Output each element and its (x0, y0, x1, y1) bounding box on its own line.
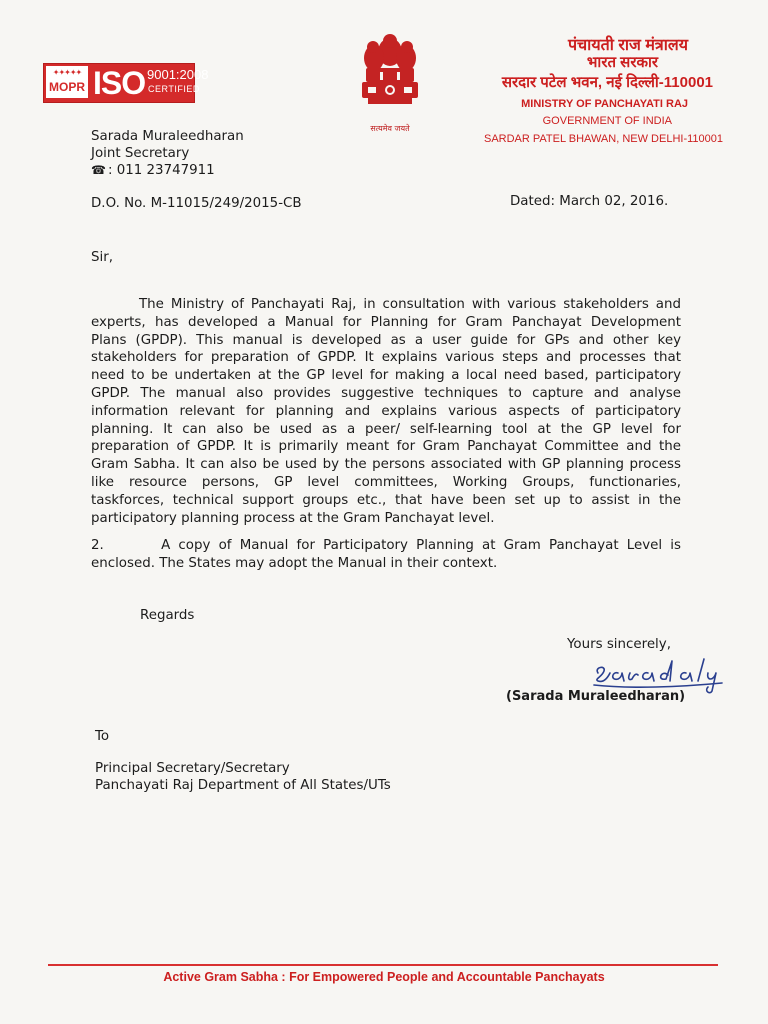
paragraph-line: participatory planning process at the Gram Panchayat level. (91, 510, 495, 526)
sender-phone-number: : 011 23747911 (107, 163, 215, 178)
recipient-line-1: Principal Secretary/Secretary (95, 761, 290, 776)
sender-name: Sarada Muraleedharan (91, 129, 244, 144)
ministry-name: MINISTRY OF PANCHAYATI RAJ (521, 98, 688, 110)
iso-label: ISO (93, 65, 146, 101)
sender-phone (91, 162, 215, 179)
paragraph-line: information relevant for planning and explains various aspects of participatory (91, 403, 681, 419)
paragraph-line: preparation of GPDP. It is primarily meant for Gram Panchayat Committee and the (91, 439, 681, 455)
letter-date: Dated: March 02, 2016. (510, 194, 669, 209)
footer-tagline: Active Gram Sabha : For Empowered People and Accountable Panchayats (163, 970, 605, 984)
recipient-line-2: Panchayati Raj Department of All States/UTs (95, 778, 391, 793)
to-label: To (95, 729, 110, 744)
paragraph-line: Gram Sabha. It can also be used by the persons associated with GP planning process (91, 457, 681, 473)
sender-designation: Joint Secretary (91, 146, 190, 161)
paragraph-line: The Ministry of Panchayati Raj, in consultation with various stakeholders and (139, 297, 681, 312)
paragraph-line: like resource persons, GP level committees, Working Groups, functionaries, (91, 474, 681, 490)
paragraph-line: stakeholders for preparation of GPDP. It explains various steps and processes that (91, 350, 681, 366)
national-emblem-icon (356, 30, 424, 122)
iso-standard: 9001:2008 (147, 67, 209, 82)
paragraph-line: GPDP. The manual also provides suggestive techniques to capture and analyse (91, 385, 681, 401)
mopr-logo (46, 66, 88, 98)
government-name: GOVERNMENT OF INDIA (542, 115, 672, 127)
ministry-address: SARDAR PATEL BHAWAN, NEW DELHI-110001 (483, 133, 723, 145)
footer-divider (48, 964, 718, 966)
government-name-hindi: भारत सरकार (586, 54, 658, 71)
paragraph-line: 2. A copy of Manual for Participatory Planning at Gram Panchayat Level is (91, 538, 681, 553)
closing: Yours sincerely, (567, 637, 671, 652)
regards: Regards (140, 608, 195, 623)
do-number: D.O. No. M-11015/249/2015-CB (91, 196, 302, 211)
paragraph-line: need to be undertaken at the GP level for making a local need based, participatory (91, 368, 681, 384)
body-paragraph-1 (91, 296, 681, 527)
salutation: Sir, (91, 250, 113, 265)
paragraph-line: experts, has developed a Manual for Planning for Gram Panchayat Development (91, 314, 681, 330)
paragraph-line: enclosed. The States may adopt the Manual in their context. (91, 555, 498, 571)
mopr-label: MOPR (49, 80, 85, 94)
signatory-name: (Sarada Muraleedharan) (506, 689, 686, 704)
mopr-logo-figures-icon: ✦✦✦✦✦ (52, 68, 82, 77)
paragraph-line: taskforces, technical support groups etc., that have been set up to assist in the (91, 492, 681, 508)
emblem-motto: सत्यमेव जयते (370, 124, 410, 133)
paragraph-line: planning. It can also be used as a peer/ self-learning tool at the GP level for (91, 421, 681, 437)
address-hindi: सरदार पटेल भवन, नई दिल्ली-110001 (501, 74, 713, 91)
telephone-icon: ☎ (91, 163, 106, 177)
body-paragraph-2 (91, 537, 681, 573)
iso-certified-label: CERTIFIED (148, 84, 200, 94)
iso-certification-badge (43, 63, 209, 103)
ministry-name-hindi: पंचायती राज मंत्रालय (567, 37, 688, 54)
paragraph-line: Plans (GPDP). This manual is developed as a user guide for GPs and other key (91, 332, 681, 348)
